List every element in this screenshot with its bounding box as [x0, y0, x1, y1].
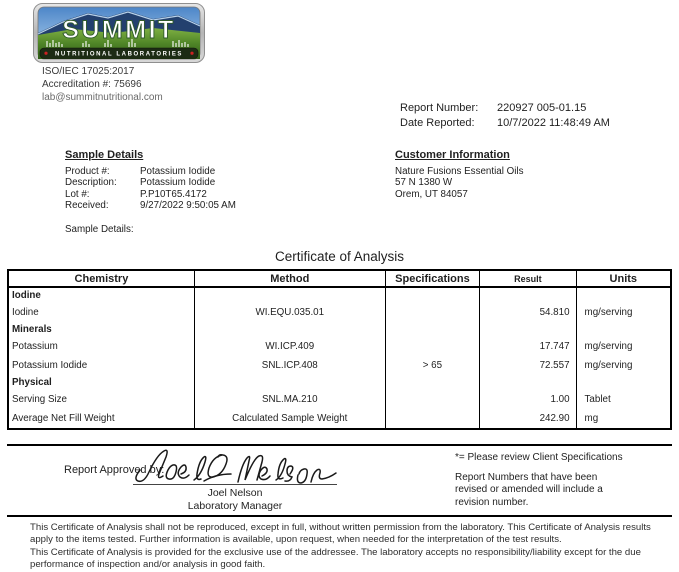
accreditation-number: Accreditation #: 75696 — [42, 79, 142, 90]
sample-details-section — [65, 149, 236, 212]
table-cell-units: mg — [576, 409, 670, 428]
table-group-row — [9, 322, 670, 337]
sample-details-extra-label: Sample Details: — [65, 224, 134, 235]
sample-field-row — [65, 189, 236, 200]
results-table — [7, 269, 672, 430]
table-cell-chemistry: Serving Size — [12, 394, 67, 405]
table-cell-method: SNL.MA.210 — [194, 390, 385, 409]
signer-title: Laboratory Manager — [187, 499, 283, 512]
summit-logo — [33, 3, 205, 63]
table-cell-chemistry: Iodine — [12, 307, 39, 318]
summit-logo-icon — [33, 3, 205, 63]
table-cell-units: mg/serving — [576, 303, 670, 322]
footer-paragraph-2: This Certificate of Analysis is provided for the exclusive use of the addressee. The laboratory accepts no responsibility/liability except for the due performance of inspection and/or analysis in good faith. — [30, 546, 641, 570]
table-cell-units — [576, 288, 670, 303]
table-cell-method: WI.EQU.035.01 — [194, 303, 385, 322]
lot-number-value: P.P10T65.4172 — [140, 188, 207, 200]
signature-line — [133, 484, 337, 485]
table-cell-specifications — [385, 337, 479, 356]
table-cell-specifications — [385, 322, 479, 337]
footer-paragraph-1: This Certificate of Analysis shall not be reproduced, except in full, without written permission from the laboratory. This Certificate of Analysis results apply to the items tested. Further information is available, upon request, when needed for the interpretation of the test results. — [30, 522, 651, 546]
table-group-row — [9, 375, 670, 390]
table-cell-method: SNL.ICP.408 — [194, 356, 385, 375]
table-cell-specifications — [385, 409, 479, 428]
table-cell-specifications — [385, 375, 479, 390]
table-cell-result — [479, 322, 575, 337]
sample-field-row — [65, 200, 236, 211]
divider-line-bottom — [7, 515, 672, 517]
product-number-label: Product #: — [65, 166, 110, 177]
table-cell-method — [194, 288, 385, 303]
table-cell-chemistry: Potassium Iodide — [12, 360, 88, 371]
table-cell-units — [576, 375, 670, 390]
received-label: Received: — [65, 200, 109, 212]
table-cell-specifications — [385, 390, 479, 409]
product-number-value: Potassium Iodide — [140, 166, 216, 177]
client-specifications-note: *= Please review Client Specifications — [455, 452, 623, 463]
results-table-header — [9, 271, 670, 288]
table-cell-method — [194, 375, 385, 390]
table-cell-result: 72.557 — [479, 356, 575, 375]
signer-name: Joel Nelson — [207, 487, 263, 499]
customer-information-title: Customer Information — [395, 149, 510, 161]
signature-icon — [130, 445, 340, 485]
date-reported-label: Date Reported: — [400, 116, 475, 129]
table-cell-chemistry: Physical — [12, 377, 52, 388]
table-cell-units: mg/serving — [576, 337, 670, 356]
logo-tagline-text: NUTRITIONAL LABORATORIES — [54, 51, 184, 58]
customer-information-section — [395, 149, 524, 200]
column-header-method: Method — [194, 271, 385, 286]
table-cell-chemistry: Average Net Fill Weight — [12, 413, 115, 424]
logo-red-dot-left-icon — [44, 52, 47, 55]
lot-number-label: Lot #: — [65, 188, 90, 200]
table-cell-units — [576, 322, 670, 337]
table-row — [9, 356, 670, 375]
table-cell-result: 54.810 — [479, 303, 575, 322]
logo-brand-text: SUMMIT — [62, 16, 176, 44]
table-cell-method: Calculated Sample Weight — [194, 409, 385, 428]
sample-field-row — [65, 166, 236, 177]
table-row — [9, 409, 670, 428]
column-header-specifications: Specifications — [385, 271, 479, 286]
logo-red-dot-right-icon — [190, 52, 193, 55]
side-notes — [455, 452, 645, 509]
results-table-body — [9, 288, 670, 428]
table-row — [9, 303, 670, 322]
table-row — [9, 337, 670, 356]
table-cell-specifications: > 65 — [385, 356, 479, 375]
table-cell-result: 242.90 — [479, 409, 575, 428]
received-value: 9/27/2022 9:50:05 AM — [140, 200, 236, 212]
table-cell-result — [479, 375, 575, 390]
column-header-units: Units — [576, 271, 670, 286]
iso-certification: ISO/IEC 17025:2017 — [42, 66, 135, 77]
sample-details-title: Sample Details — [65, 149, 144, 161]
table-cell-specifications — [385, 303, 479, 322]
customer-name: Nature Fusions Essential Oils — [395, 166, 524, 177]
report-number-value: 220927 005-01.15 — [497, 102, 587, 114]
table-cell-chemistry: Iodine — [12, 290, 41, 301]
lab-meta — [42, 65, 163, 104]
table-cell-chemistry: Potassium — [12, 341, 58, 352]
table-cell-method: WI.ICP.409 — [194, 337, 385, 356]
customer-address-street: 57 N 1380 W — [395, 177, 453, 189]
description-label: Description: — [65, 177, 117, 189]
table-cell-method — [194, 322, 385, 337]
description-value: Potassium Iodide — [140, 177, 216, 189]
table-cell-units: Tablet — [576, 390, 670, 409]
footer-legal-notes — [30, 522, 662, 571]
sample-field-row — [65, 177, 236, 188]
table-cell-result: 17.747 — [479, 337, 575, 356]
lab-email: lab@summitnutritional.com — [42, 92, 163, 103]
column-header-result: Result — [479, 271, 575, 286]
table-group-row — [9, 288, 670, 303]
report-approved-by-label: Report Approved by: — [64, 464, 165, 476]
table-cell-chemistry: Minerals — [12, 324, 52, 335]
date-reported-value: 10/7/2022 11:48:49 AM — [497, 116, 610, 129]
certificate-title: Certificate of Analysis — [274, 249, 405, 264]
report-info — [400, 101, 610, 130]
revision-number-note: Report Numbers that have been revised or amended will include a revision number. — [455, 471, 603, 508]
signature — [130, 445, 340, 485]
column-header-chemistry: Chemistry — [74, 272, 129, 285]
table-cell-result — [479, 288, 575, 303]
table-cell-units: mg/serving — [576, 356, 670, 375]
table-cell-result: 1.00 — [479, 390, 575, 409]
report-number-label: Report Number: — [400, 102, 479, 114]
table-cell-specifications — [385, 288, 479, 303]
table-row — [9, 390, 670, 409]
customer-address-city: Orem, UT 84057 — [395, 188, 468, 200]
